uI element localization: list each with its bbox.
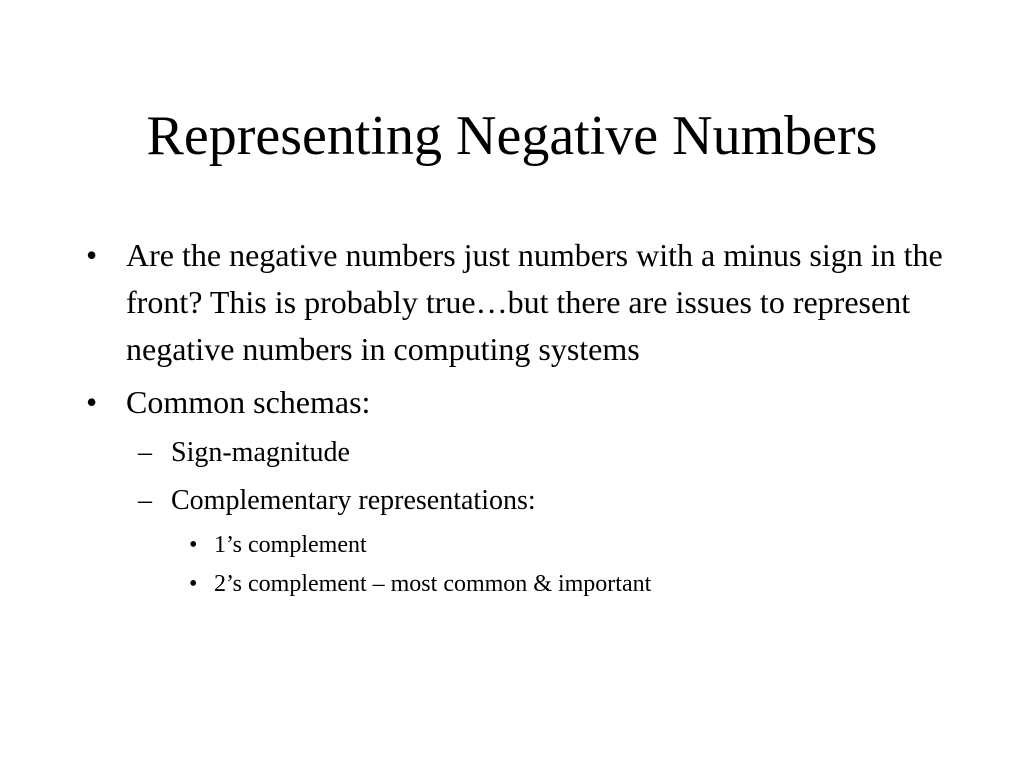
bullet-item bbox=[86, 379, 966, 426]
dash-marker: – bbox=[138, 437, 152, 468]
bullet-item bbox=[86, 232, 966, 373]
sub-bullet-text: Sign-magnitude bbox=[171, 437, 350, 468]
sub-sub-bullet-text: 2’s complement – most common & important bbox=[214, 571, 652, 597]
slide-title: Representing Negative Numbers bbox=[146, 105, 878, 167]
bullet-marker: • bbox=[189, 571, 198, 597]
bullet-text: Are the negative numbers just numbers with a minus sign in the front? This is probably true…but there are issues to represent negative numbers in computing systems bbox=[126, 237, 943, 367]
sub-sub-bullet-text: 1’s complement bbox=[214, 532, 367, 558]
sub-sub-bullet-item bbox=[86, 529, 966, 561]
sub-sub-bullet-item bbox=[86, 568, 966, 600]
sub-bullet-item bbox=[86, 433, 966, 473]
bullet-marker: • bbox=[86, 384, 98, 420]
bullet-text: Common schemas: bbox=[126, 384, 371, 420]
slide-body bbox=[86, 232, 966, 600]
bullet-marker: • bbox=[189, 532, 198, 558]
sub-bullet-item bbox=[86, 481, 966, 521]
sub-bullet-text: Complementary representations: bbox=[171, 485, 536, 516]
bullet-marker: • bbox=[86, 237, 98, 273]
dash-marker: – bbox=[138, 485, 152, 516]
